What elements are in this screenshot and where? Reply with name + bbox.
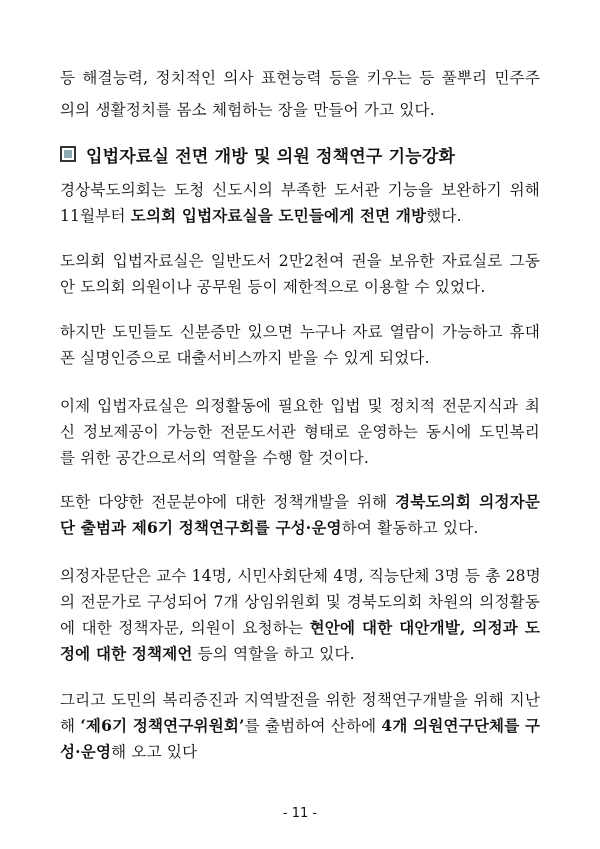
- p3-line-1: 하지만 도민들도 신분증만 있으면 누구나 자료 열람이 가능하고 휴대: [60, 323, 540, 341]
- p1-line-2: 11월부터 도의회 입법자료실을 도민들에게 전면 개방했다.: [60, 206, 462, 225]
- p2-line-2: 안 도의회 의원이나 공무원 등이 제한적으로 이용할 수 있었다.: [60, 278, 486, 296]
- p4-line-3: 를 위한 공간으로서의 역할을 수행 할 것이다.: [60, 449, 370, 467]
- section-title: 입법자료실 전면 개방 및 의원 정책연구 기능강화: [86, 146, 456, 167]
- section-heading: [60, 140, 455, 168]
- p6-line-2: 의 전문가로 구성되어 7개 상임위원회 및 경북도의회 차원의 의정활동: [60, 593, 540, 611]
- intro-line-1: 등 해결능력, 정치적인 의사 표현능력 등을 키우는 등 풀뿌리 민주주: [60, 69, 540, 87]
- p6-line-1: 의정자문단은 교수 14명, 시민사회단체 4명, 직능단체 3명 등 총 28명: [60, 567, 541, 585]
- p3-line-2: 폰 실명인증으로 대출서비스까지 받을 수 있게 되었다.: [60, 349, 430, 367]
- p1-line-1: 경상북도의회는 도청 신도시의 부족한 도서관 기능을 보완하기 위해: [60, 181, 540, 199]
- p4-line-1: 이제 입법자료실은 의정활동에 필요한 입법 및 정치적 전문지식과 최: [60, 397, 540, 415]
- p7-line-3: 성·운영해 오고 있다: [60, 742, 198, 761]
- page-number: - 11 -: [282, 806, 318, 821]
- p6-line-3: 에 대한 정책자문, 의원이 요청하는 현안에 대한 대안개발, 의정과 도: [60, 618, 541, 637]
- p7-line-1: 그리고 도민의 복리증진과 지역발전을 위한 정책연구개발을 위해 지난: [60, 691, 540, 709]
- square-bullet-icon: [60, 146, 76, 162]
- p2-line-1: 도의회 입법자료실은 일반도서 2만2천여 권을 보유한 자료실로 그동: [60, 252, 540, 270]
- p6-line-4: 정에 대한 정책제언 등의 역할을 하고 있다.: [60, 644, 355, 663]
- p7-line-2: 해 ‘제6기 정책연구위원회’를 출범하여 산하에 4개 의원연구단체를 구: [60, 716, 541, 735]
- p5-line-2: 단 출범과 제6기 정책연구회를 구성·운영하여 활동하고 있다.: [60, 518, 479, 537]
- p4-line-2: 신 정보제공이 가능한 전문도서관 형태로 운영하는 동시에 도민복리: [60, 423, 540, 441]
- intro-line-2: 의의 생활정치를 몸소 체험하는 장을 만들어 가고 있다.: [60, 101, 435, 119]
- p5-line-1: 또한 다양한 전문분야에 대한 정책개발을 위해 경북도의회 의정자문: [60, 492, 540, 511]
